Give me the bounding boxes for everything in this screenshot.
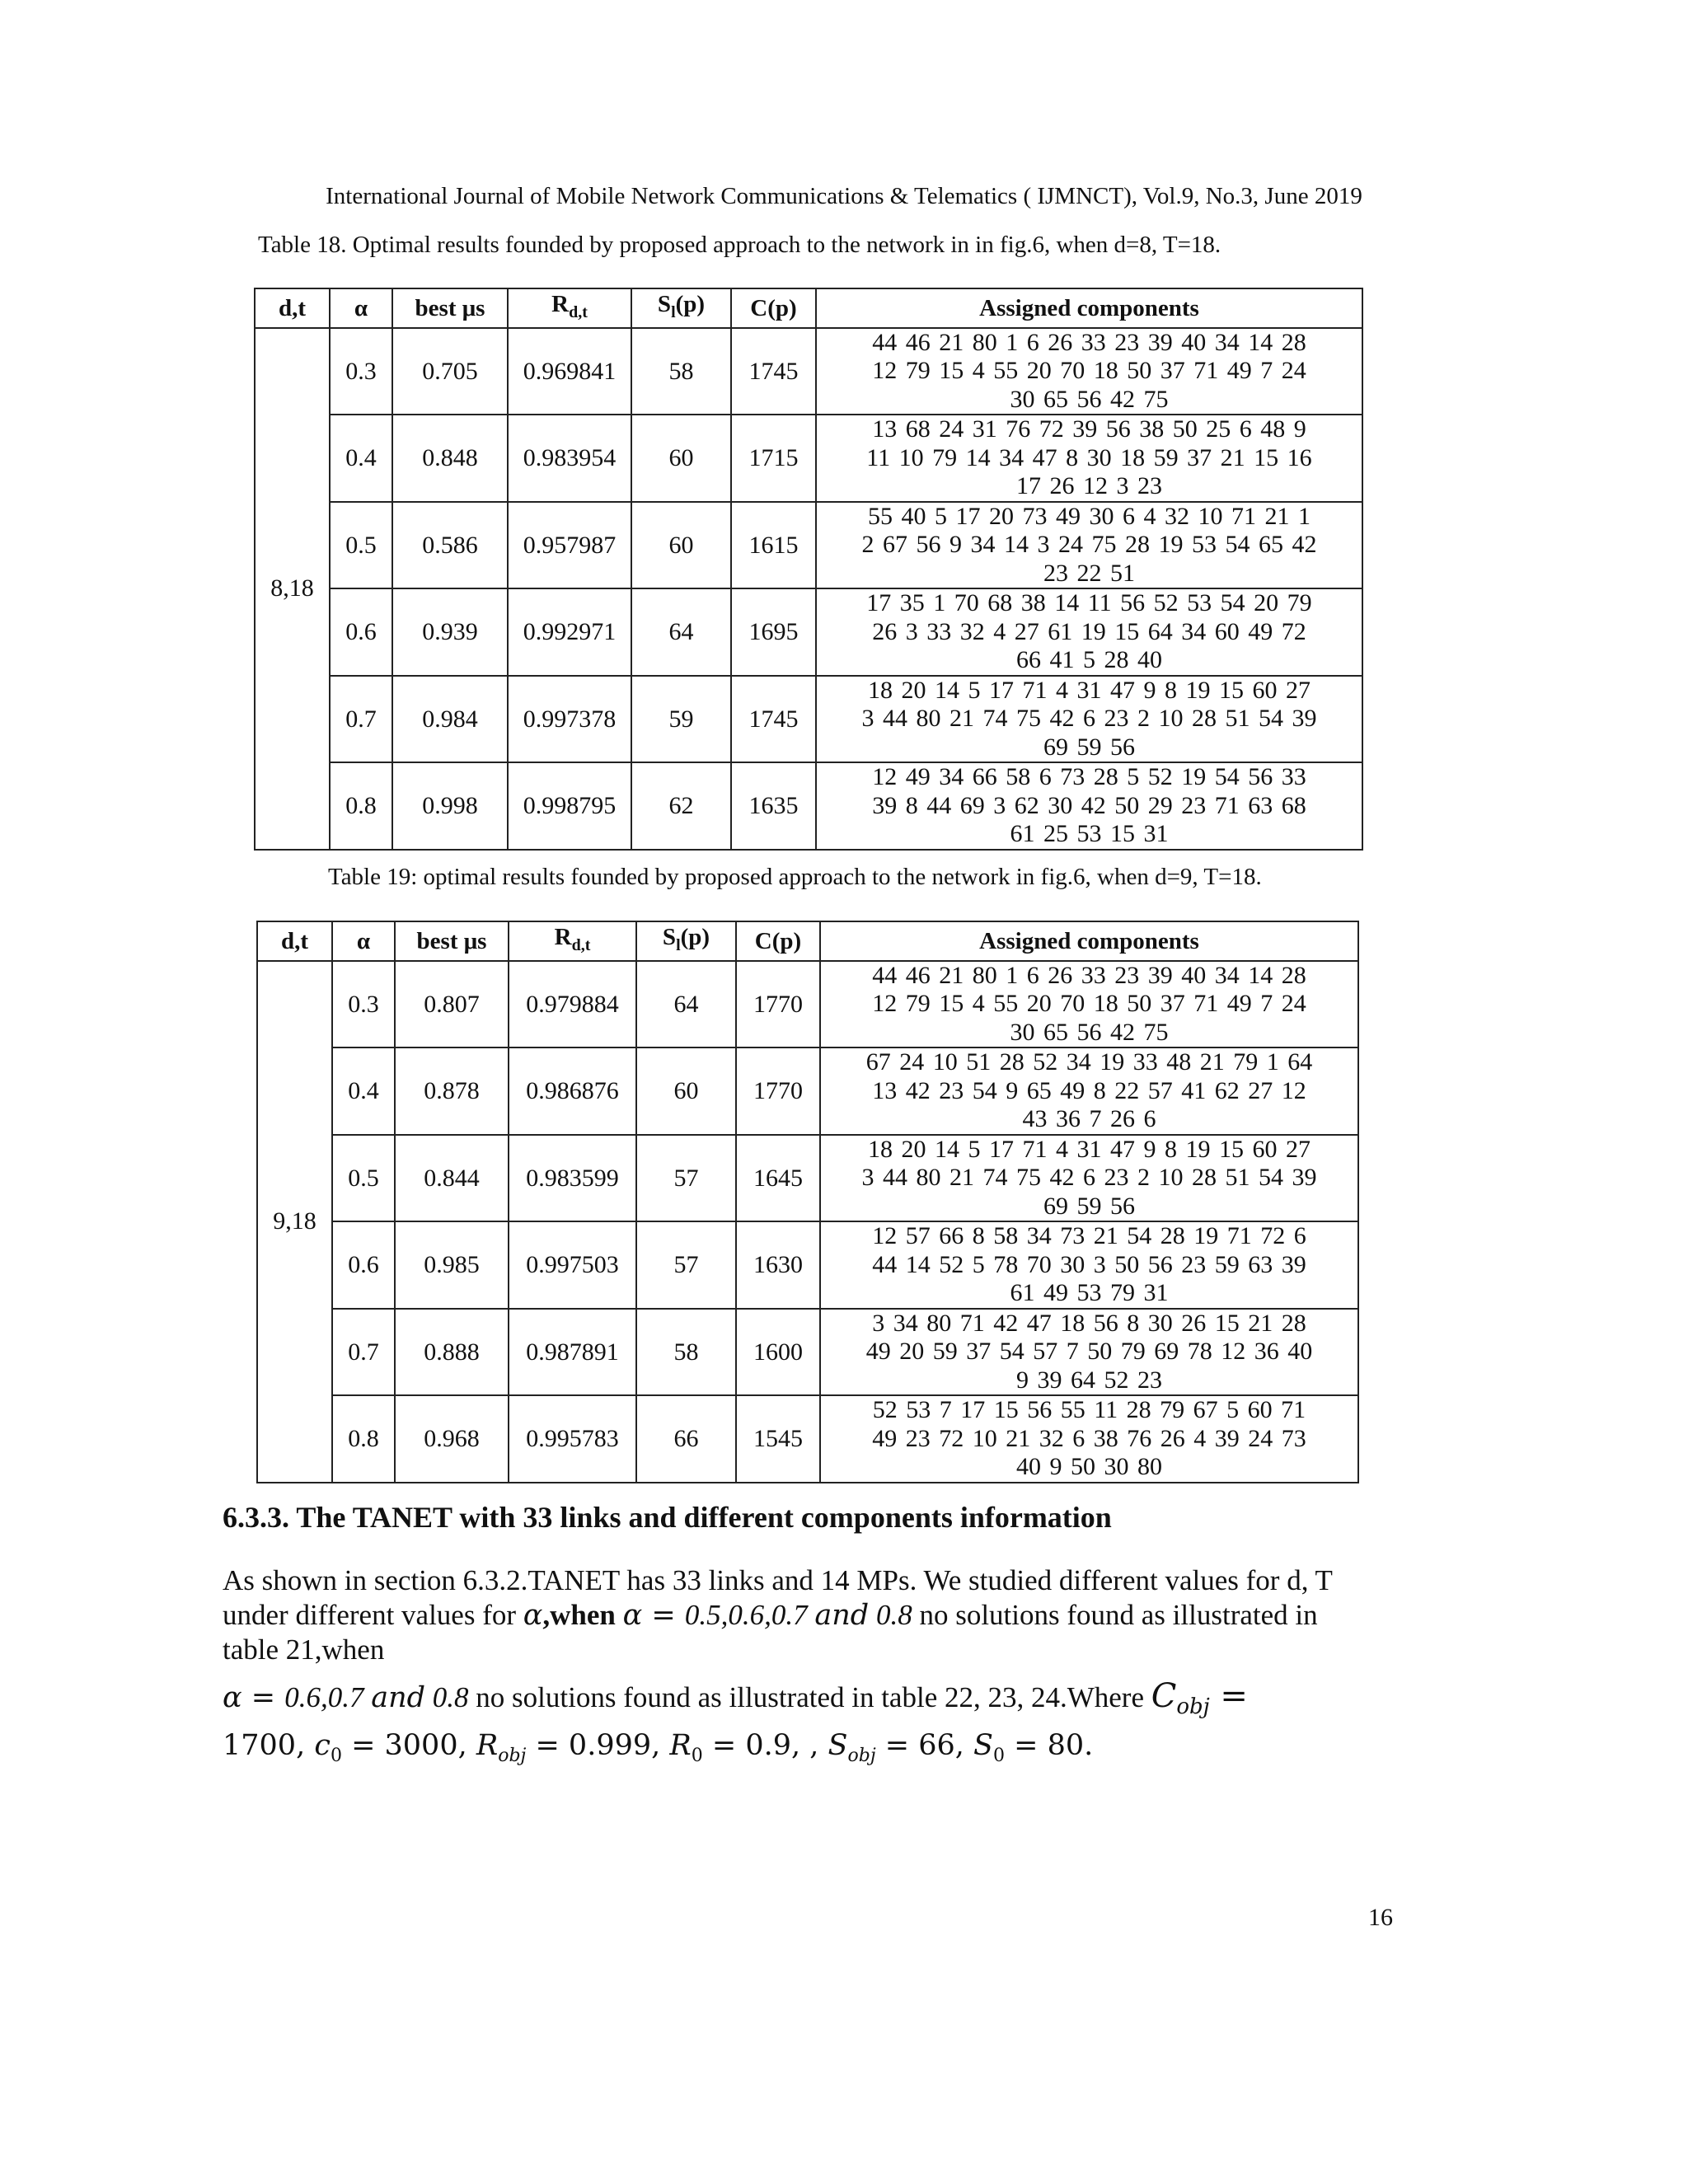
best-mu-cell: 0.705 bbox=[392, 328, 508, 415]
component-line: 30 65 56 42 75 bbox=[1010, 385, 1169, 413]
component-line: 43 36 7 26 6 bbox=[1022, 1105, 1156, 1133]
group-cell: 9,18 bbox=[257, 961, 332, 1483]
best-mu-cell: 0.586 bbox=[392, 502, 508, 589]
component-line: 12 49 34 66 58 6 73 28 5 52 19 54 56 33 bbox=[872, 763, 1306, 791]
alpha-cell: 0.3 bbox=[330, 328, 392, 415]
col-dt: d,t bbox=[255, 288, 330, 328]
table-row bbox=[255, 415, 1362, 502]
c-cell: 1770 bbox=[736, 1047, 820, 1135]
table18-caption: Table 18. Optimal results founded by proposed approach to the network in in fig.6, when d=8, T=18. bbox=[258, 232, 1221, 258]
col-best-mu: best μs bbox=[395, 921, 509, 961]
c-cell: 1715 bbox=[731, 415, 816, 502]
alpha-cell: 0.4 bbox=[330, 415, 392, 502]
component-line: 44 14 52 5 78 70 30 3 50 56 23 59 63 39 bbox=[872, 1250, 1306, 1278]
col-assigned: Assigned components bbox=[820, 921, 1358, 961]
assigned-components-cell bbox=[816, 762, 1362, 850]
component-line: 17 35 1 70 68 38 14 11 56 52 53 54 20 79 bbox=[866, 589, 1312, 617]
component-line: 69 59 56 bbox=[1043, 1192, 1135, 1220]
component-line: 11 10 79 14 34 47 8 30 18 59 37 21 15 16 bbox=[866, 443, 1312, 471]
r-cell: 0.992971 bbox=[508, 588, 631, 676]
component-line: 55 40 5 17 20 73 49 30 6 4 32 10 71 21 1 bbox=[868, 502, 1311, 530]
best-mu-cell: 0.807 bbox=[395, 961, 509, 1048]
r-cell: 0.986876 bbox=[509, 1047, 636, 1135]
r-cell: 0.997378 bbox=[508, 676, 631, 763]
assigned-components-cell bbox=[820, 1047, 1358, 1135]
component-line: 12 79 15 4 55 20 70 18 50 37 71 49 7 24 bbox=[872, 357, 1306, 385]
component-line: 49 23 72 10 21 32 6 38 76 26 4 39 24 73 bbox=[872, 1424, 1306, 1452]
component-line: 69 59 56 bbox=[1043, 733, 1135, 761]
col-r: $R_{d,t}$ bbox=[508, 288, 631, 328]
table-row bbox=[255, 328, 1362, 415]
component-line: 30 65 56 42 75 bbox=[1010, 1018, 1169, 1046]
alpha-cell: 0.6 bbox=[330, 588, 392, 676]
component-line: 18 20 14 5 17 71 4 31 47 9 8 19 15 60 27 bbox=[868, 676, 1311, 704]
s-cell: 58 bbox=[631, 328, 731, 415]
alpha-cell: 0.4 bbox=[332, 1047, 395, 1135]
table-row bbox=[257, 1135, 1358, 1222]
component-line: 67 24 10 51 28 52 34 19 33 48 21 79 1 64 bbox=[865, 1048, 1313, 1076]
component-line: 49 20 59 37 54 57 7 50 79 69 78 12 36 40 bbox=[865, 1338, 1313, 1366]
para-line-1: As shown in section 6.3.2.TANET has 33 links and 14 MPs. We studied different values for d, T bbox=[223, 1564, 1333, 1596]
s-cell: 64 bbox=[636, 961, 736, 1048]
s-cell: 66 bbox=[636, 1395, 736, 1483]
table19-caption: Table 19: optimal results founded by proposed approach to the network in fig.6, when d=9, T=18. bbox=[328, 864, 1262, 890]
para-line-2: under different values for α,when α = 0.5,0.6,0.7 and 0.8 no solutions found as illustrated in bbox=[223, 1599, 1318, 1632]
table-row bbox=[257, 1221, 1358, 1309]
c-cell: 1600 bbox=[736, 1309, 820, 1396]
component-line: 13 42 23 54 9 65 49 8 22 57 41 62 27 12 bbox=[872, 1076, 1306, 1104]
assigned-components-cell bbox=[820, 1221, 1358, 1309]
s-cell: 60 bbox=[636, 1047, 736, 1135]
assigned-components-cell bbox=[820, 1135, 1358, 1222]
assigned-components-cell bbox=[816, 415, 1362, 502]
r-cell: 0.969841 bbox=[508, 328, 631, 415]
component-line: 61 25 53 15 31 bbox=[1010, 820, 1169, 848]
s-cell: 64 bbox=[631, 588, 731, 676]
col-r: $R_{d,t}$ bbox=[509, 921, 636, 961]
r-cell: 0.995783 bbox=[509, 1395, 636, 1483]
page-number: 16 bbox=[1368, 1904, 1393, 1931]
para-line-3: table 21,when bbox=[223, 1633, 385, 1666]
assigned-components-cell bbox=[816, 676, 1362, 763]
component-line: 3 44 80 21 74 75 42 6 23 2 10 28 51 54 39 bbox=[861, 705, 1317, 733]
r-cell: 0.983599 bbox=[509, 1135, 636, 1222]
r-cell: 0.957987 bbox=[508, 502, 631, 589]
para-line-4: α = 0.6,0.7 and 0.8 no solutions found as illustrated in table 22, 23, 24.Where $C_{obj}$ = bbox=[223, 1677, 1248, 1719]
col-assigned: Assigned components bbox=[816, 288, 1362, 328]
c-cell: 1745 bbox=[731, 676, 816, 763]
c-cell: 1745 bbox=[731, 328, 816, 415]
r-cell: 0.979884 bbox=[509, 961, 636, 1048]
table-row bbox=[257, 961, 1358, 1048]
alpha-cell: 0.8 bbox=[332, 1395, 395, 1483]
c-cell: 1630 bbox=[736, 1221, 820, 1309]
component-line: 44 46 21 80 1 6 26 33 23 39 40 34 14 28 bbox=[872, 328, 1306, 356]
s-cell: 60 bbox=[631, 502, 731, 589]
s-cell: 57 bbox=[636, 1221, 736, 1309]
alpha-cell: 0.7 bbox=[330, 676, 392, 763]
component-line: 26 3 33 32 4 27 61 19 15 64 34 60 49 72 bbox=[872, 617, 1306, 645]
best-mu-cell: 0.844 bbox=[395, 1135, 509, 1222]
col-alpha: α bbox=[332, 921, 395, 961]
s-cell: 60 bbox=[631, 415, 731, 502]
component-line: 9 39 64 52 23 bbox=[1016, 1366, 1162, 1394]
table-row bbox=[257, 1395, 1358, 1483]
table18 bbox=[254, 288, 1363, 851]
component-line: 17 26 12 3 23 bbox=[1016, 472, 1162, 500]
component-line: 18 20 14 5 17 71 4 31 47 9 8 19 15 60 27 bbox=[868, 1135, 1311, 1163]
table-row bbox=[257, 1309, 1358, 1396]
best-mu-cell: 0.998 bbox=[392, 762, 508, 850]
best-mu-cell: 0.985 bbox=[395, 1221, 509, 1309]
col-c: C(p) bbox=[736, 921, 820, 961]
c-cell: 1770 bbox=[736, 961, 820, 1048]
journal-header: International Journal of Mobile Network Communications & Telematics ( IJMNCT), Vol.9, No.3, June 2019 bbox=[326, 183, 1362, 209]
col-s: $S_l(p)$ bbox=[636, 921, 736, 961]
group-cell: 8,18 bbox=[255, 328, 330, 850]
component-line: 40 9 50 30 80 bbox=[1016, 1453, 1162, 1481]
component-line: 52 53 7 17 15 56 55 11 28 79 67 5 60 71 bbox=[872, 1396, 1306, 1424]
component-line: 3 34 80 71 42 47 18 56 8 30 26 15 21 28 bbox=[872, 1309, 1306, 1337]
best-mu-cell: 0.984 bbox=[392, 676, 508, 763]
assigned-components-cell bbox=[820, 961, 1358, 1048]
table-row bbox=[255, 502, 1362, 589]
col-s: $S_l(p)$ bbox=[631, 288, 731, 328]
component-line: 3 44 80 21 74 75 42 6 23 2 10 28 51 54 39 bbox=[861, 1164, 1317, 1192]
alpha-cell: 0.5 bbox=[330, 502, 392, 589]
c-cell: 1695 bbox=[731, 588, 816, 676]
s-cell: 59 bbox=[631, 676, 731, 763]
para-line-5: 1700, $c_0 = 3000$, $R_{obj} = 0.999$, $R_0 = 0.9$, , $S_{obj} = 66$, $S_0 = 80$. bbox=[223, 1729, 1094, 1766]
alpha-cell: 0.3 bbox=[332, 961, 395, 1048]
component-line: 61 49 53 79 31 bbox=[1010, 1279, 1169, 1307]
best-mu-cell: 0.888 bbox=[395, 1309, 509, 1396]
component-line: 66 41 5 28 40 bbox=[1016, 646, 1162, 674]
s-cell: 58 bbox=[636, 1309, 736, 1396]
best-mu-cell: 0.968 bbox=[395, 1395, 509, 1483]
best-mu-cell: 0.878 bbox=[395, 1047, 509, 1135]
assigned-components-cell bbox=[820, 1395, 1358, 1483]
component-line: 12 79 15 4 55 20 70 18 50 37 71 49 7 24 bbox=[872, 990, 1306, 1018]
component-line: 2 67 56 9 34 14 3 24 75 28 19 53 54 65 42 bbox=[861, 531, 1317, 559]
component-line: 44 46 21 80 1 6 26 33 23 39 40 34 14 28 bbox=[872, 961, 1306, 989]
assigned-components-cell bbox=[816, 328, 1362, 415]
table19 bbox=[256, 921, 1359, 1483]
col-c: C(p) bbox=[731, 288, 816, 328]
r-cell: 0.983954 bbox=[508, 415, 631, 502]
r-cell: 0.987891 bbox=[509, 1309, 636, 1396]
best-mu-cell: 0.939 bbox=[392, 588, 508, 676]
component-line: 13 68 24 31 76 72 39 56 38 50 25 6 48 9 bbox=[872, 415, 1306, 443]
alpha-cell: 0.6 bbox=[332, 1221, 395, 1309]
r-cell: 0.997503 bbox=[509, 1221, 636, 1309]
s-cell: 57 bbox=[636, 1135, 736, 1222]
c-cell: 1635 bbox=[731, 762, 816, 850]
alpha-cell: 0.5 bbox=[332, 1135, 395, 1222]
alpha-cell: 0.8 bbox=[330, 762, 392, 850]
table-row bbox=[255, 762, 1362, 850]
table19-header-row bbox=[257, 921, 1358, 961]
table18-header-row bbox=[255, 288, 1362, 328]
s-cell: 62 bbox=[631, 762, 731, 850]
assigned-components-cell bbox=[816, 588, 1362, 676]
table-row bbox=[255, 588, 1362, 676]
best-mu-cell: 0.848 bbox=[392, 415, 508, 502]
component-line: 39 8 44 69 3 62 30 42 50 29 23 71 63 68 bbox=[872, 791, 1306, 819]
component-line: 12 57 66 8 58 34 73 21 54 28 19 71 72 6 bbox=[872, 1222, 1306, 1250]
assigned-components-cell bbox=[816, 502, 1362, 589]
table-row bbox=[255, 676, 1362, 763]
r-cell: 0.998795 bbox=[508, 762, 631, 850]
section-heading: 6.3.3. The TANET with 33 links and different components information bbox=[223, 1501, 1112, 1534]
alpha-cell: 0.7 bbox=[332, 1309, 395, 1396]
col-alpha: α bbox=[330, 288, 392, 328]
c-cell: 1545 bbox=[736, 1395, 820, 1483]
component-line: 23 22 51 bbox=[1043, 559, 1135, 587]
col-best-mu: best μs bbox=[392, 288, 508, 328]
c-cell: 1645 bbox=[736, 1135, 820, 1222]
c-cell: 1615 bbox=[731, 502, 816, 589]
table-row bbox=[257, 1047, 1358, 1135]
col-dt: d,t bbox=[257, 921, 332, 961]
assigned-components-cell bbox=[820, 1309, 1358, 1396]
